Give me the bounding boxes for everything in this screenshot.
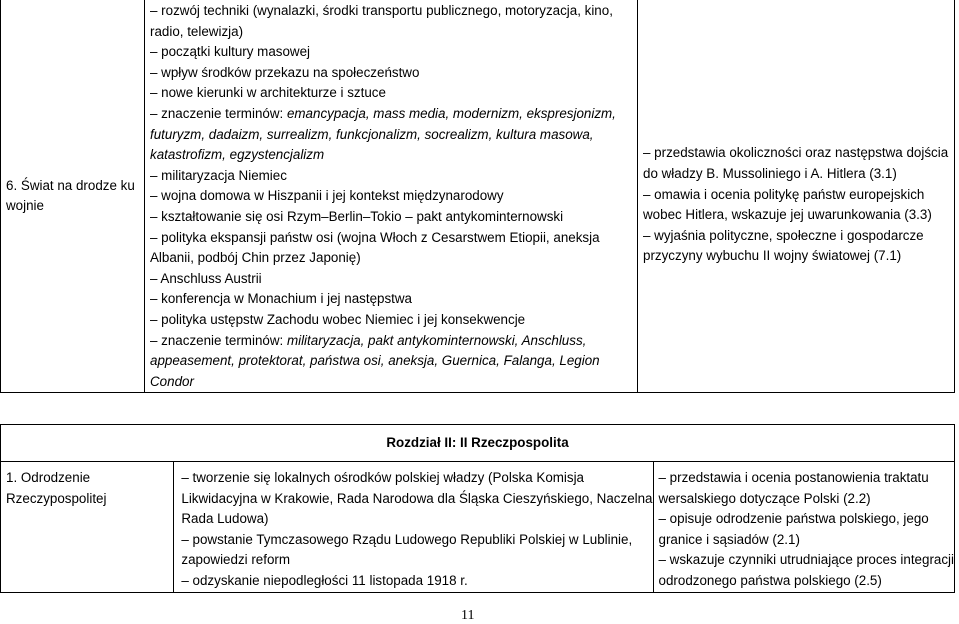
term-list: emancypacja, mass media, modernizm, ekspresjonizm,	[286, 105, 616, 121]
text-line: – wskazuje czynniki utrudniające proces integracji	[658, 552, 954, 568]
text-segment: – rozwój techniki (wynalazki, środki transportu publicznego, motoryzacja, kino,	[150, 3, 613, 18]
text-segment: – kształtowanie się osi Rzym–Berlin–Tokio – pakt antykominternowski	[150, 208, 564, 224]
text-segment: – Anschluss Austrii	[150, 270, 262, 286]
page-number: 11	[461, 608, 475, 623]
text-line: do władzy B. Mussoliniego i A. Hitlera (3.1)	[643, 165, 897, 181]
text-line	[150, 207, 637, 228]
text-line: odrodzonego państwa polskiego (2.5)	[658, 572, 882, 588]
text-line	[150, 63, 637, 84]
text-line	[150, 289, 637, 310]
topic-label-line-1: 6. Świat na drodze ku	[6, 177, 135, 193]
text-line	[150, 228, 637, 249]
text-segment: – wpływ środków przekazu na społeczeństwo	[150, 64, 420, 80]
text-line	[150, 125, 637, 146]
text-line: – tworzenie się lokalnych ośrodków polskiej władzy (Polska Komisja	[181, 470, 585, 485]
text-line: – powstanie Tymczasowego Rządu Ludowego Republiki Polskiej w Lublinie,	[181, 531, 633, 547]
text-line: – odzyskanie niepodległości 11 listopada 1918 r.	[181, 572, 468, 588]
chapter-title: Rozdział II: II Rzeczpospolita	[1, 425, 955, 462]
text-segment: – znaczenie terminów:	[150, 105, 287, 121]
table-row	[1, 462, 955, 593]
text-line	[150, 42, 637, 63]
table-row	[1, 0, 955, 393]
topic-cell	[1, 462, 174, 593]
text-line: granice i sąsiadów (2.1)	[658, 531, 800, 547]
requirements-cell	[638, 0, 955, 393]
text-line	[150, 310, 637, 331]
text-line: – wyjaśnia polityczne, społeczne i gospodarcze	[643, 227, 924, 243]
text-line: wobec Hitlera, wskazuje jej uwarunkowania (3.3)	[643, 207, 932, 223]
text-line	[150, 351, 637, 372]
text-line: Rada Ludowa)	[181, 511, 269, 527]
text-line: – opisuje odrodzenie państwa polskiego, jego	[658, 511, 929, 527]
content-cell	[174, 462, 653, 593]
requirements-cell	[653, 462, 954, 593]
text-line	[150, 331, 637, 352]
text-segment: – znaczenie terminów:	[150, 332, 287, 348]
chapter-row	[1, 425, 955, 462]
text-line	[150, 104, 637, 125]
text-segment: – nowe kierunki w architekturze i sztuce	[150, 85, 386, 101]
term-list: appeasement, protektorat, państwa osi, aneksja, Guernica, Falanga, Legion	[150, 353, 600, 369]
content-cell	[145, 0, 638, 393]
text-line	[150, 269, 637, 290]
text-segment: Albanii, podbój Chin przez Japonię)	[150, 250, 361, 266]
text-segment: – początki kultury masowej	[150, 44, 311, 60]
text-line: – przedstawia okoliczności oraz następstwa dojścia	[643, 145, 949, 161]
text-segment: radio, telewizja)	[150, 23, 244, 39]
text-line: przyczyny wybuchu II wojny światowej (7.1)	[643, 248, 902, 264]
text-line	[150, 186, 637, 207]
text-line	[150, 248, 637, 269]
text-line	[150, 1, 637, 22]
text-line: Likwidacyjna w Krakowie, Rada Narodowa dla Śląska Cieszyńskiego, Naczelna	[181, 490, 653, 506]
text-line: – omawia i ocenia politykę państw europejskich	[643, 186, 925, 202]
text-segment: – wojna domowa w Hiszpanii i jej kontekst międzynarodowy	[150, 188, 504, 204]
text-line	[150, 83, 637, 104]
curriculum-table-2	[0, 424, 955, 593]
text-segment: – konferencja w Monachium i jej następstwa	[150, 291, 412, 307]
text-line	[150, 372, 637, 393]
text-segment: – militaryzacja Niemiec	[150, 167, 287, 183]
text-line	[150, 166, 637, 187]
term-list: katastrofizm, egzystencjalizm	[150, 147, 325, 163]
topic-cell	[1, 0, 145, 393]
topic-label-line-2: Rzeczypospolitej	[6, 490, 107, 506]
topic-label-line-1: 1. Odrodzenie	[6, 470, 91, 485]
term-list: militaryzacja, pakt antykominternowski, Anschluss,	[286, 332, 587, 348]
term-list: Condor	[150, 373, 194, 389]
topic-label-line-2: wojnie	[6, 198, 44, 214]
text-segment: – polityka ustępstw Zachodu wobec Niemiec i jej konsekwencje	[150, 311, 526, 327]
term-list: futuryzm, dadaizm, surrealizm, funkcjonalizm, socrealizm, kultura masowa,	[150, 126, 594, 142]
text-line	[150, 145, 637, 166]
text-line: zapowiedzi reform	[181, 552, 291, 568]
text-segment: – polityka ekspansji państw osi (wojna Włoch z Cesarstwem Etiopii, aneksja	[150, 229, 600, 245]
text-line: – przedstawia i ocenia postanowienia traktatu	[658, 470, 929, 485]
text-line	[150, 22, 637, 43]
text-line: wersalskiego dotyczące Polski (2.2)	[658, 490, 871, 506]
